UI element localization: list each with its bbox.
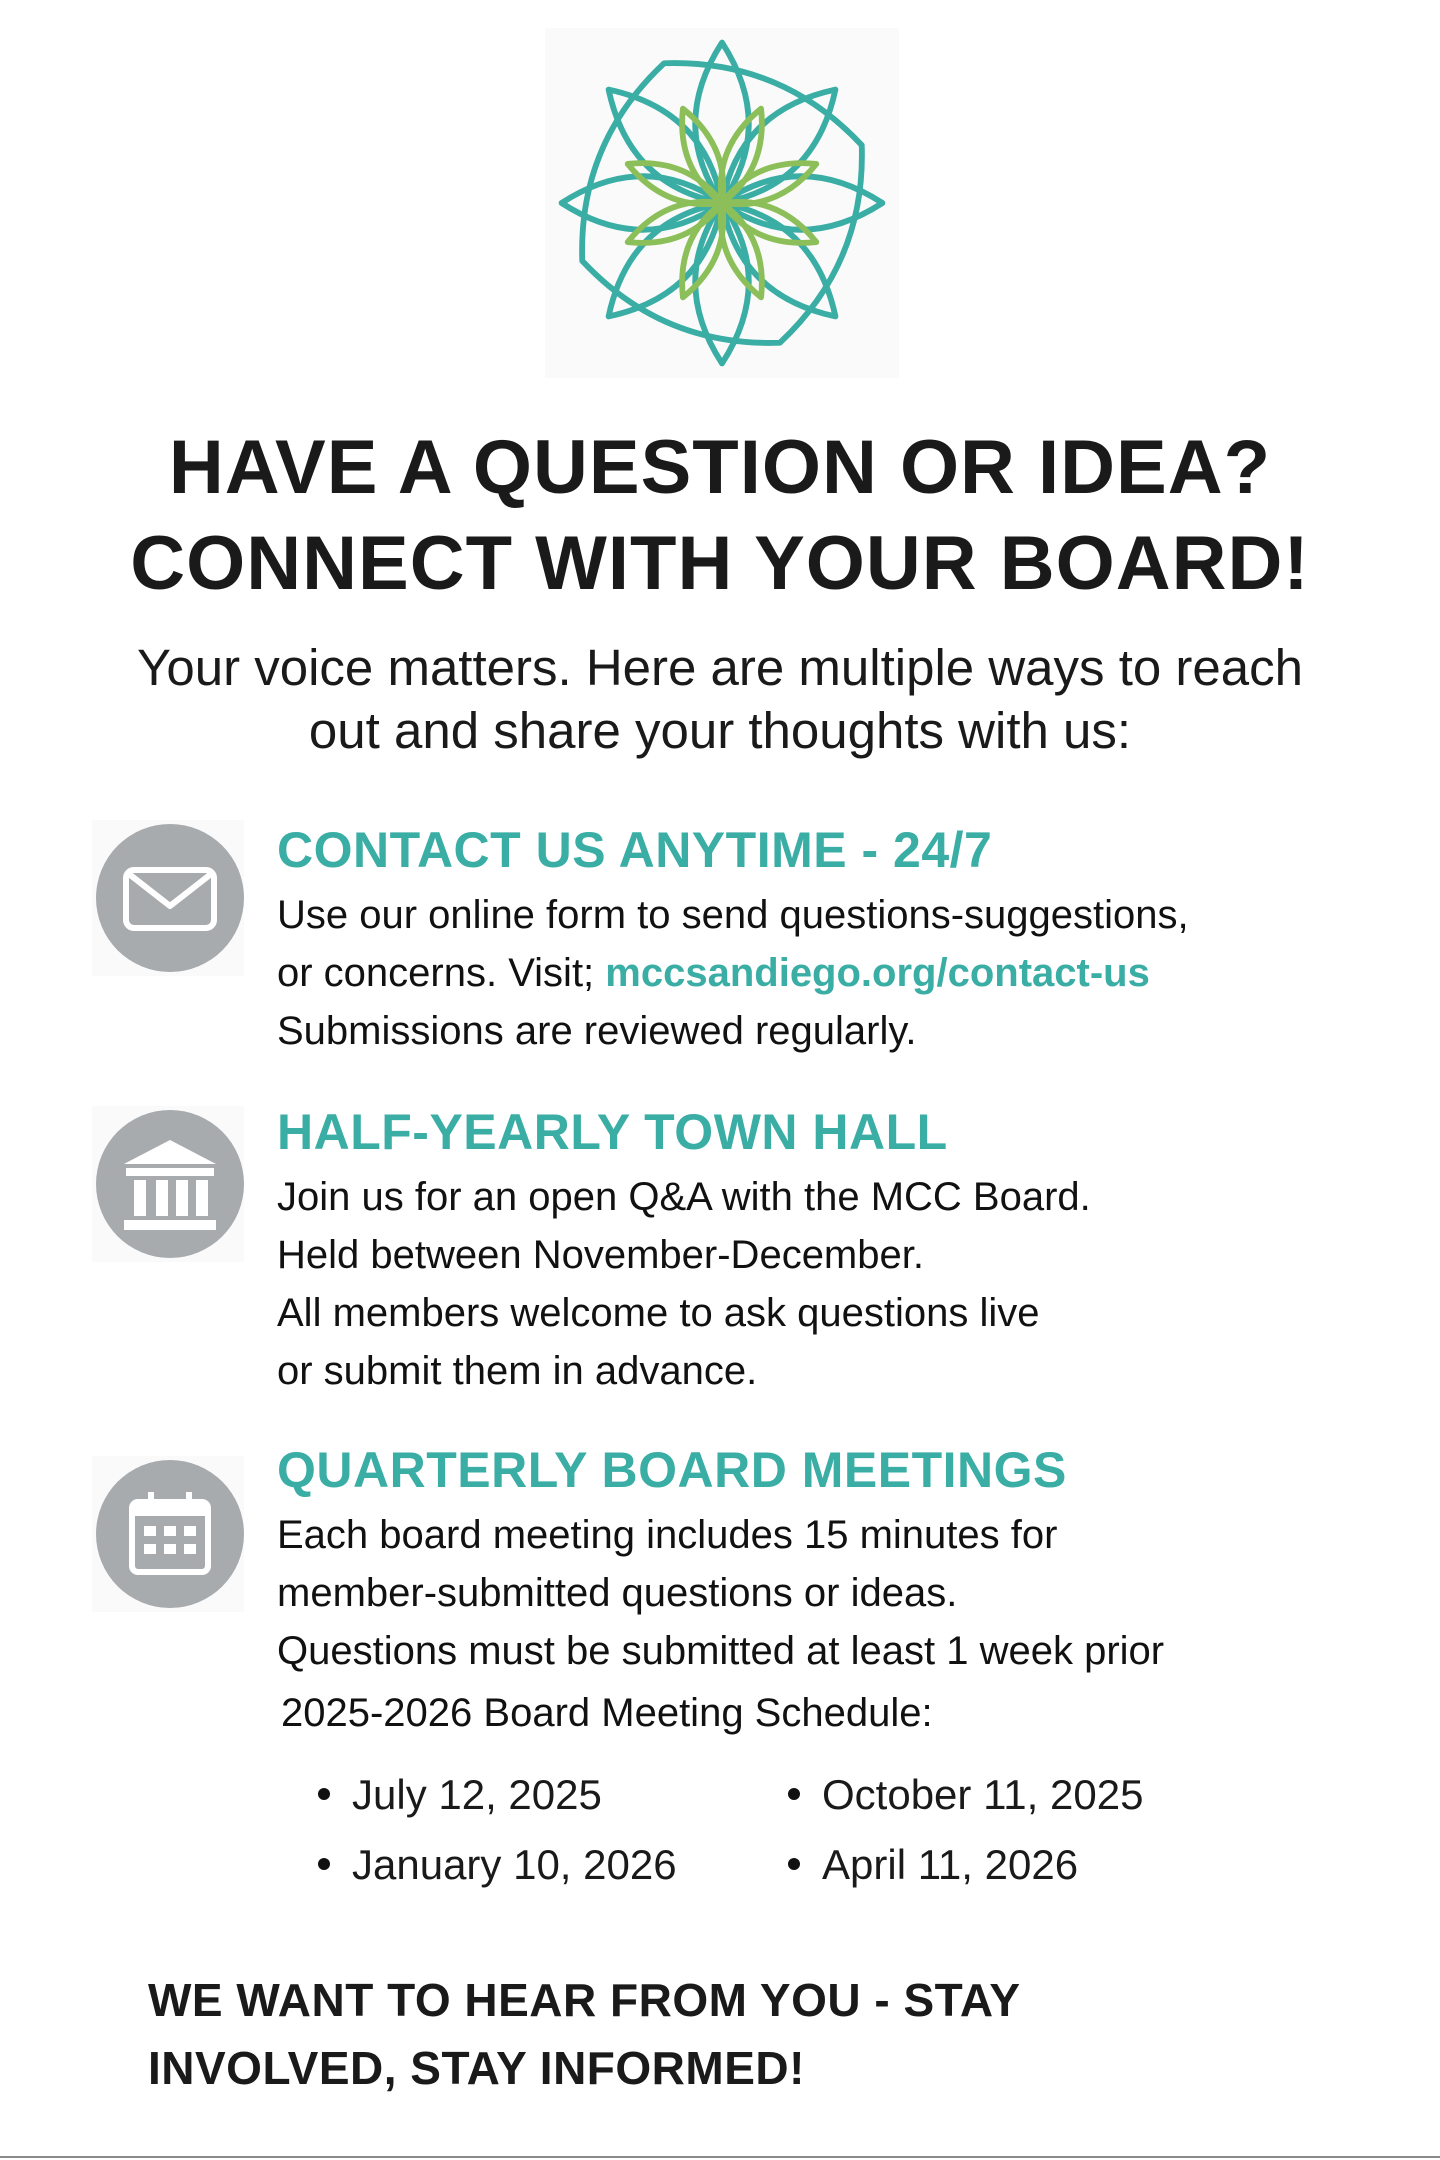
envelope-icon <box>96 824 244 972</box>
board-meetings-line-1: Each board meeting includes 15 minutes for <box>277 1513 1058 1557</box>
town-hall-line-1: Join us for an open Q&A with the MCC Board. <box>277 1175 1091 1219</box>
town-hall-icon <box>96 1110 244 1258</box>
town-hall-title: HALF-YEARLY TOWN HALL <box>277 1104 948 1160</box>
town-hall-icon-wrap <box>92 1106 244 1262</box>
board-meetings-body <box>277 1506 1397 1742</box>
bullet-icon <box>788 1858 800 1870</box>
list-item <box>788 1830 1078 1900</box>
contact-line-3: Submissions are reviewed regularly. <box>277 1009 917 1053</box>
contact-icon-wrap <box>92 820 244 976</box>
headline-line-2: CONNECT WITH YOUR BOARD! <box>130 521 1310 606</box>
list-item <box>318 1760 602 1830</box>
schedule-heading: 2025-2026 Board Meeting Schedule: <box>281 1691 933 1735</box>
closing-message <box>148 1966 1021 2102</box>
bullet-icon <box>788 1788 800 1800</box>
board-meetings-title: QUARTERLY BOARD MEETINGS <box>277 1442 1067 1498</box>
contact-line-2-prefix: or concerns. Visit; <box>277 951 606 995</box>
schedule-date: July 12, 2025 <box>352 1771 602 1818</box>
mandala-flower-logo-icon <box>545 28 899 378</box>
intro-line-1: Your voice matters. Here are multiple ways to reach <box>137 639 1303 696</box>
schedule-date: January 10, 2026 <box>352 1841 677 1888</box>
bullet-icon <box>318 1788 330 1800</box>
schedule-date: October 11, 2025 <box>822 1771 1144 1818</box>
board-meetings-line-3: Questions must be submitted at least 1 week prior <box>277 1629 1165 1673</box>
contact-line-1: Use our online form to send questions-suggestions, <box>277 893 1189 937</box>
contact-line-2 <box>277 944 1397 1002</box>
closing-line-2: INVOLVED, STAY INFORMED! <box>148 2042 805 2094</box>
logo <box>545 28 899 378</box>
bottom-divider <box>0 2156 1440 2158</box>
town-hall-body <box>277 1168 1397 1400</box>
town-hall-line-2: Held between November-December. <box>277 1233 924 1277</box>
contact-us-link[interactable]: mccsandiego.org/contact-us <box>605 951 1150 995</box>
contact-title: CONTACT US ANYTIME - 24/7 <box>277 822 993 878</box>
intro-text <box>60 636 1380 762</box>
town-hall-line-4: or submit them in advance. <box>277 1349 758 1393</box>
board-meetings-line-2: member-submitted questions or ideas. <box>277 1571 958 1615</box>
headline-line-1: HAVE A QUESTION OR IDEA? <box>168 425 1272 510</box>
list-item <box>318 1830 677 1900</box>
closing-line-1: WE WANT TO HEAR FROM YOU - STAY <box>148 1974 1021 2026</box>
page-title <box>0 420 1440 612</box>
calendar-icon <box>96 1460 244 1608</box>
town-hall-line-3: All members welcome to ask questions live <box>277 1291 1040 1335</box>
intro-line-2: out and share your thoughts with us: <box>308 702 1132 759</box>
calendar-icon-wrap <box>92 1456 244 1612</box>
schedule-date: April 11, 2026 <box>822 1841 1079 1888</box>
bullet-icon <box>318 1858 330 1870</box>
list-item <box>788 1760 1143 1830</box>
contact-body <box>277 886 1397 1060</box>
